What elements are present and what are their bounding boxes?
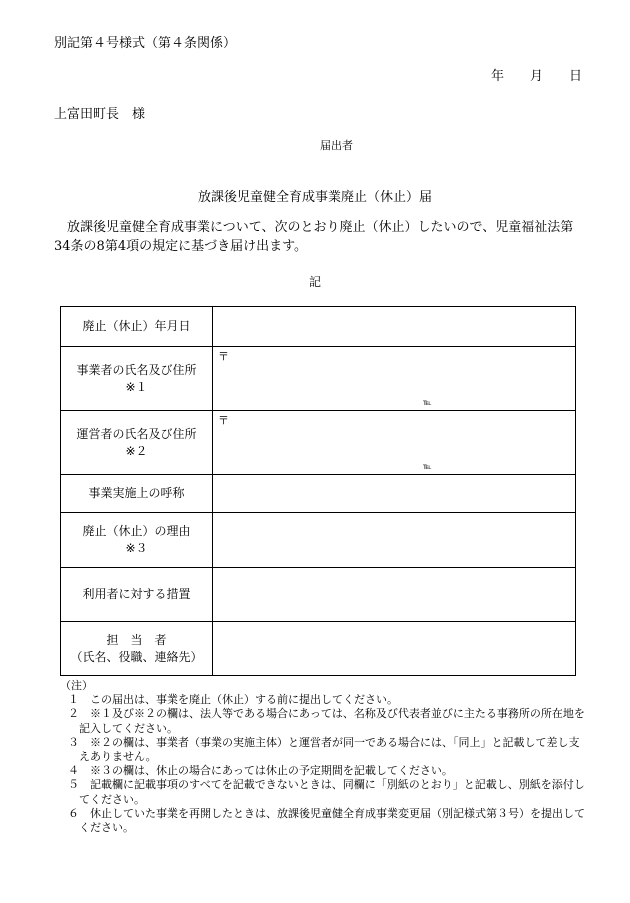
row-label: 担 当 者 （氏名、役職、連絡先） (61, 622, 213, 676)
note-item: ５ 記載欄に記載事項のすべてを記載できないときは、同欄に「別紙のとおり」と記載し、別紙を添付してください。 (68, 778, 585, 806)
applicant-label: 届出者 (320, 139, 353, 152)
row-label: 廃止（休止）年月日 (61, 307, 213, 347)
notes-heading: （注） (60, 679, 93, 692)
manager-name-address-field[interactable] (213, 411, 576, 475)
table-row (61, 568, 576, 622)
table-row (61, 347, 576, 411)
notes-section (60, 679, 586, 835)
table-row (61, 513, 576, 568)
tel-mark: ℡ (423, 398, 432, 407)
business-name-field[interactable] (213, 475, 576, 513)
note-item: ３ ※２の欄は、事業者（事業の実施主体）と運営者が同一である場合には、「同上」と記載して差し支えありません。 (68, 735, 580, 764)
note-item: ６ 休止していた事業を再開したときは、放課後児童健全育成事業変更届（別記様式第３号）を提出してください。 (68, 806, 585, 835)
table-row (61, 622, 576, 676)
table-row (61, 411, 576, 475)
user-measures-field[interactable] (213, 568, 576, 622)
date-line: 年 月 日 (490, 69, 582, 84)
operator-name-address-field[interactable] (213, 347, 576, 411)
table-row (61, 475, 576, 513)
contact-person-field[interactable] (213, 622, 576, 676)
form-number: 別記第４号様式（第４条関係） (54, 36, 237, 51)
ki-marker: 記 (308, 275, 321, 289)
note-item: ２ ※１及び※２の欄は、法人等である場合にあっては、名称及び代表者並びに主たる事務所の所在地を記入してください。 (68, 707, 585, 735)
row-label: 廃止（休止）の理由 ※３ (61, 513, 213, 568)
note-item: ４ ※３の欄は、休止の場合にあっては休止の予定期間を記載してください。 (68, 764, 453, 778)
addressee: 上富田町長 様 (54, 107, 146, 122)
document-body: 放課後児童健全育成事業について、次のとおり廃止（休止）したいので、児童福祉法第34条の8第4項の規定に基づき届け出ます。 (54, 220, 574, 254)
suspension-date-field[interactable] (213, 307, 576, 347)
postal-mark: 〒 (218, 350, 229, 363)
notification-form-table (60, 306, 576, 676)
row-label: 事業者の氏名及び住所 ※１ (61, 347, 213, 411)
reason-field[interactable] (213, 513, 576, 568)
row-label: 利用者に対する措置 (61, 568, 213, 622)
row-label: 事業実施上の呼称 (61, 475, 213, 513)
note-item: １ この届出は、事業を廃止（休止）する前に提出してください。 (68, 693, 398, 707)
table-row (61, 307, 576, 347)
postal-mark: 〒 (218, 414, 229, 427)
row-label: 運営者の氏名及び住所 ※２ (61, 411, 213, 475)
document-title: 放課後児童健全育成事業廃止（休止）届 (197, 190, 432, 205)
tel-mark: ℡ (423, 462, 432, 471)
